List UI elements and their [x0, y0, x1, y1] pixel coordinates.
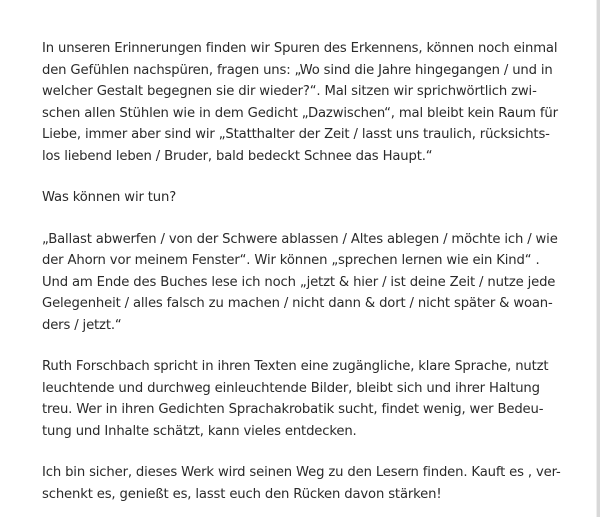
text-line: der Ahorn vor meinem Fenster“. Wir können „sprechen lernen wie ein Kind“ .	[42, 253, 540, 268]
text-line: Liebe, immer aber sind wir „Statthalter der Zeit / lasst uns traulich, rücksichts-	[42, 127, 550, 142]
text-line: Ich bin sicher, dieses Werk wird seinen Weg zu den Lesern finden. Kauft es , ver-	[42, 465, 561, 480]
paragraph-1	[42, 38, 558, 167]
text-line: treu. Wer in ihren Gedichten Sprachakrobatik sucht, findet wenig, wer Bedeu-	[42, 402, 544, 417]
body-text	[42, 38, 561, 525]
text-line: los liebend leben / Bruder, bald bedeckt Schnee das Haupt.“	[42, 148, 433, 164]
paragraph-3	[42, 229, 558, 337]
text-line: schen allen Stühlen wie in dem Gedicht „Dazwischen“, mal bleibt kein Raum für	[42, 105, 558, 121]
paragraph-2	[42, 187, 558, 209]
text-line: Ruth Forschbach spricht in ihren Texten eine zugängliche, klare Sprache, nutzt	[42, 359, 549, 374]
text-line: ders / jetzt.“	[42, 317, 122, 333]
text-line: schenkt es, genießt es, lasst euch den Rücken davon stärken!	[42, 486, 442, 502]
text-line: Und am Ende des Buches lese ich noch „jetzt & hier / ist deine Zeit / nutze jede	[42, 274, 556, 290]
text-line: leuchtende und durchweg einleuchtende Bilder, bleibt sich und ihrer Haltung	[42, 380, 540, 396]
text-line: In unseren Erinnerungen finden wir Spuren des Erkennens, können noch einmal	[42, 41, 558, 56]
text-line: „Ballast abwerfen / von der Schwere ablassen / Altes ablegen / möchte ich / wie	[42, 231, 558, 247]
paragraph-4	[42, 356, 558, 442]
text-line: tung und Inhalte schätzt, kann vieles entdecken.	[42, 423, 357, 439]
text-line: Gelegenheit / alles falsch zu machen / nicht dann & dort / nicht später & woan-	[42, 296, 553, 311]
paragraph-5	[42, 462, 561, 505]
text-line: Was können wir tun?	[42, 190, 177, 205]
text-line: den Gefühlen nachspüren, fragen uns: „Wo sind die Jahre hingegangen / und in	[42, 62, 553, 78]
text-line: welcher Gestalt begegnen sie dir wieder?“. Mal sitzen wir sprichwörtlich zwi-	[42, 84, 537, 99]
